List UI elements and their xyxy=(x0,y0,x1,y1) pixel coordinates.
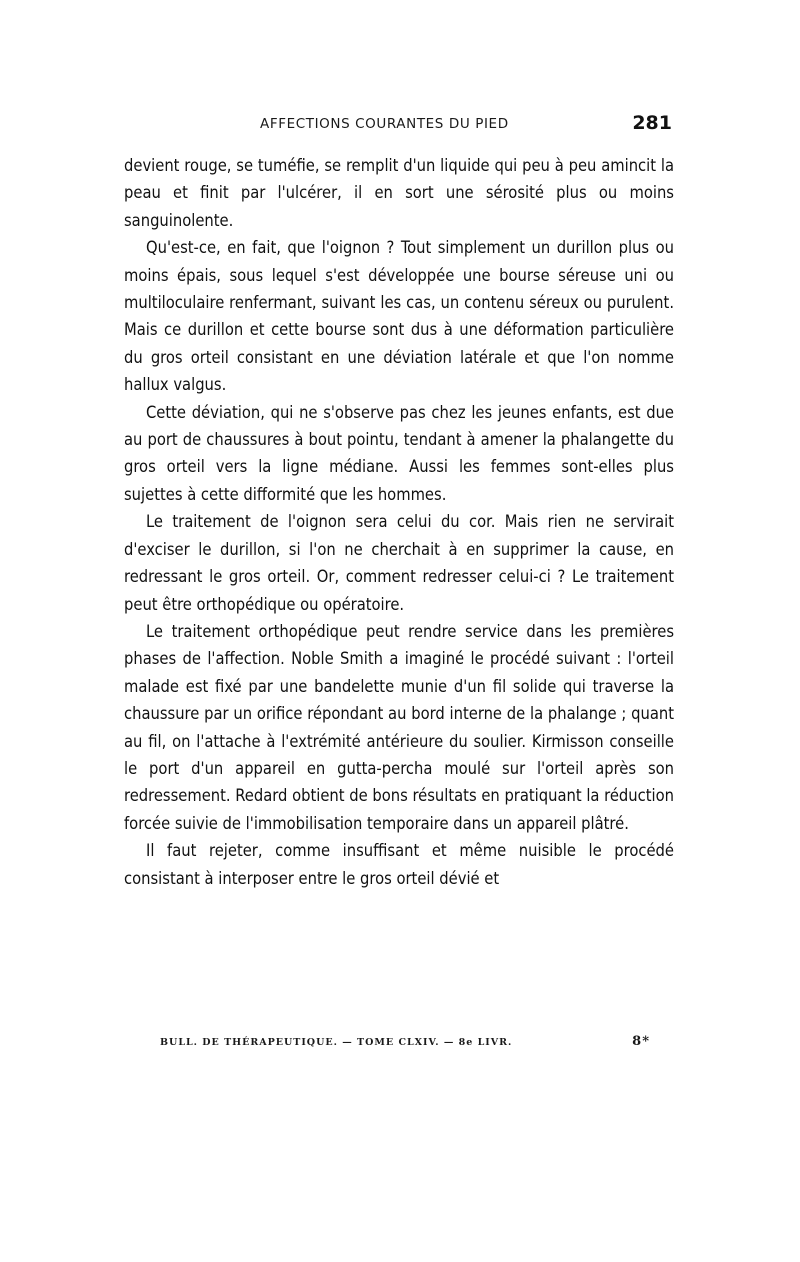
paragraph-2: Qu'est-ce, en fait, que l'oignon ? Tout simplement un durillon plus ou moins épais, sous lequel s'est développée une bourse séreuse uni ou multiloculaire renfermant, suivant les cas, un contenu séreux ou purulent. Mais ce durillon et cette bourse sont dus à une déformation particulière du gros orteil consistant en une déviation latérale et que l'on nomme hallux valgus. xyxy=(124,238,674,395)
paragraph-4: Le traitement de l'oignon sera celui du cor. Mais rien ne servirait d'exciser le durillon, si l'on ne cherchait à en supprimer la cause, en redressant le gros orteil. Or, comment redresser celui-ci ? Le traitement peut être orthopédique ou opératoire. xyxy=(124,512,674,614)
running-head xyxy=(124,112,672,140)
running-title: AFFECTIONS COURANTES DU PIED xyxy=(260,116,509,132)
paragraph-6: Il faut rejeter, comme insuffisant et même nuisible le procédé consistant à interposer entre le gros orteil dévié et xyxy=(124,841,674,888)
signature-mark: 8* xyxy=(632,1034,650,1049)
body-text xyxy=(124,152,674,892)
page-number: 281 xyxy=(632,112,672,134)
footer-line xyxy=(160,1034,660,1054)
paragraph-5: Le traitement orthopédique peut rendre service dans les premières phases de l'affection. Noble Smith a imaginé le procédé suivant : l'orteil malade est fixé par une bandelette munie d'un fil solide qui traverse la chaussure par un orifice répondant au bord interne de la phalange ; quant au fil, on l'attache à l'extrémité antérieure du soulier. Kirmisson conseille le port d'un appareil en gutta-percha moulé sur l'orteil après son redressement. Redard obtient de bons résultats en pratiquant la réduction forcée suivie de l'immobilisation temporaire dans un appareil plâtré. xyxy=(124,621,674,833)
paragraph-1: devient rouge, se tuméfie, se remplit d'un liquide qui peu à peu amincit la peau et finit par l'ulcérer, il en sort une sérosité plus ou moins sanguinolente. xyxy=(124,156,674,230)
footer-imprint: BULL. DE THÉRAPEUTIQUE. — TOME CLXIV. — 8e LIVR. xyxy=(160,1037,513,1048)
paragraph-3: Cette déviation, qui ne s'observe pas chez les jeunes enfants, est due au port de chaussures à bout pointu, tendant à amener la phalangette du gros orteil vers la ligne médiane. Aussi les femmes sont-elles plus sujettes à cette difformité que les hommes. xyxy=(124,402,674,504)
